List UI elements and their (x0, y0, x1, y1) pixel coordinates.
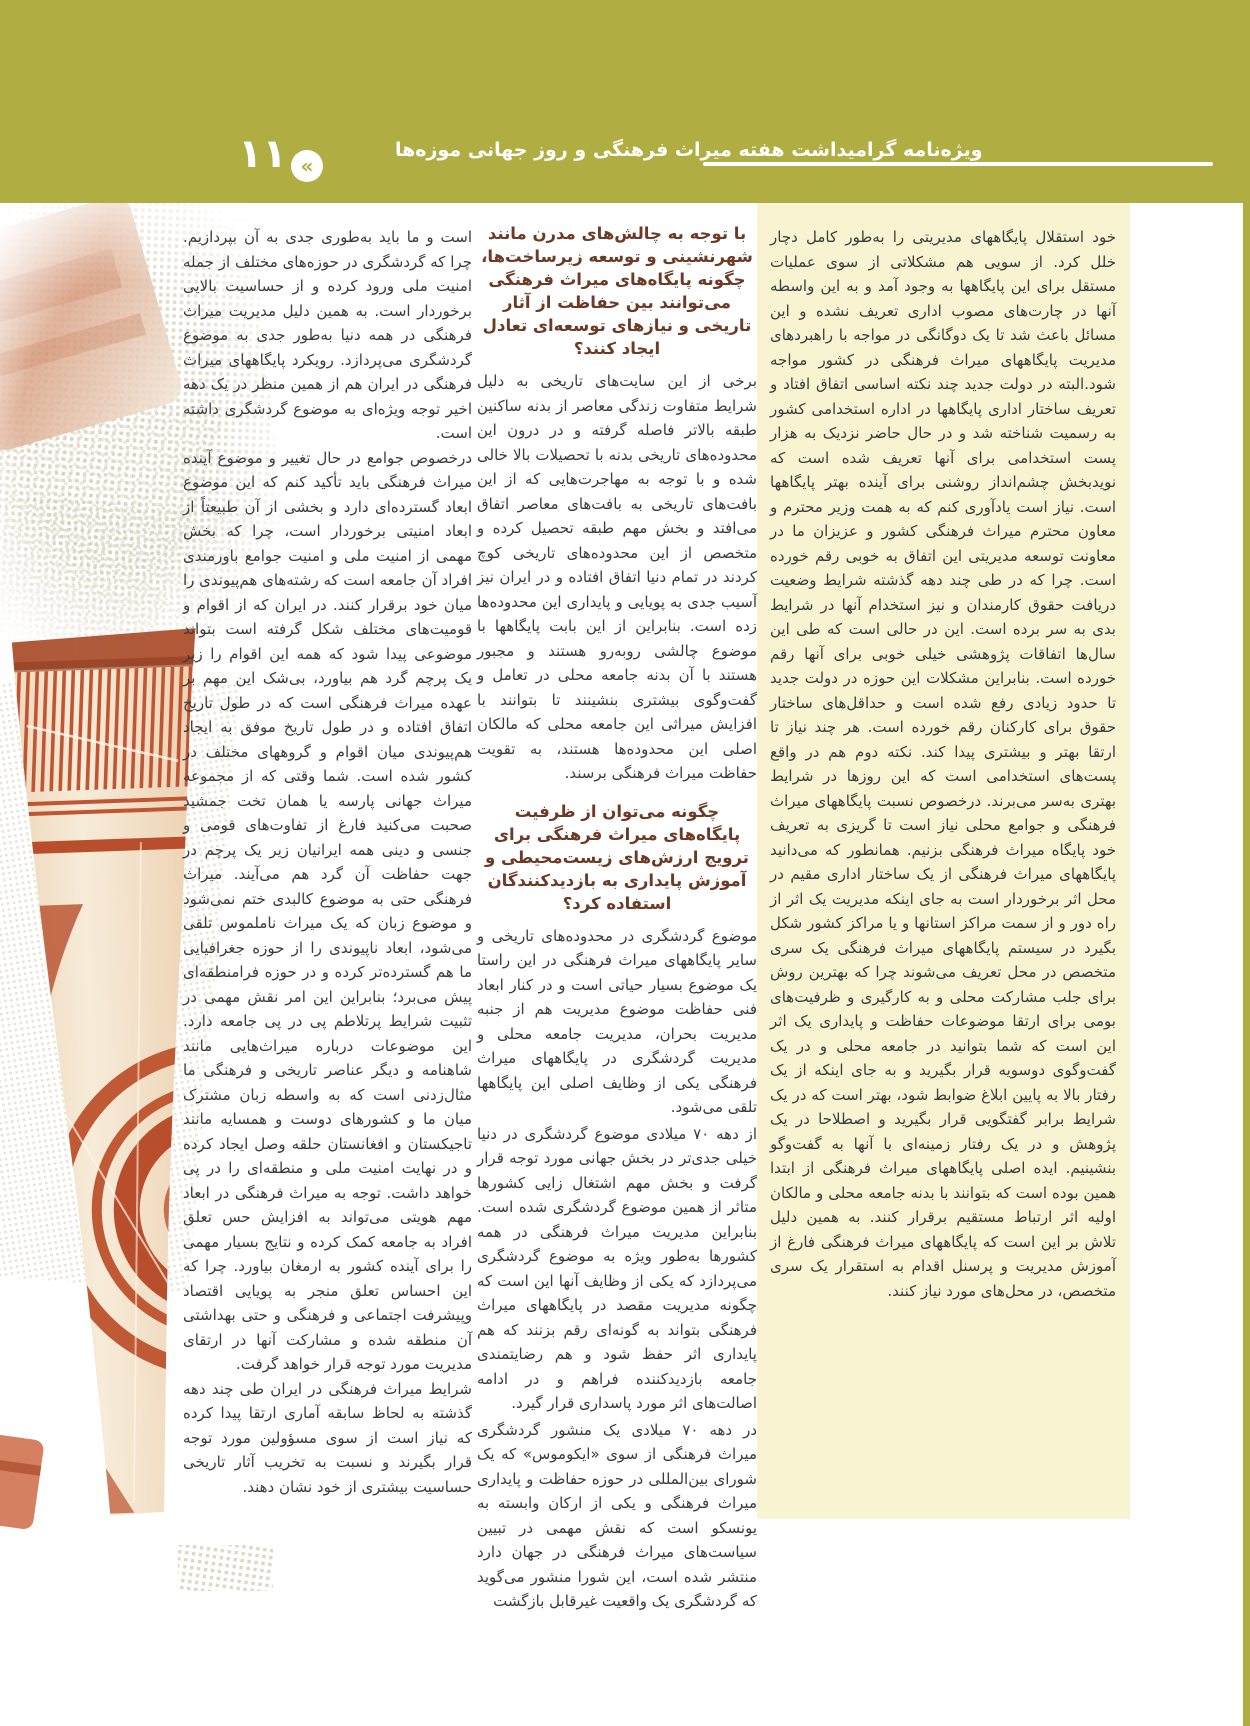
section-title: ویژه‌نامه گرامیداشت هفته میراث فرهنگی و روز جهانی موزه‌ها (395, 139, 983, 161)
article-column-3 (183, 225, 472, 1499)
body-paragraph: موضوع گردشگری در محدوده‌های تاریخی و سایر پایگاههای میراث فرهنگی در این راستا یک موضوع بسیار حیاتی است و در کنار ابعاد فنی حفاظت موضوع مدیریت هم از جنبه مدیریت بحران، مدیریت جامعه محلی و مدیریت گردشگری در پایگاههای میراث فرهنگی یکی از وظایف اصلی این پایگاهها تلقی می‌شود. (477, 926, 757, 1116)
body-paragraph: برخی از این سایت‌های تاریخی به دلیل شرایط متفاوت زندگی معاصر از بدنه ساکنین طبقه بالاتر فاصله گرفته و در درون این محدوده‌های تاریخی بدنه با تحصیلات بالا خالی شده و با توجه به مهاجرت‌هایی که از این بافت‌های تاریخی به بافت‌های معاصر اتفاق می‌افتد و بخش مهم طبقه تحصیل کرده و متخصص از این محدوده‌های تاریخی کوچ کردند در تمام دنیا اتفاق افتاده و در ایران نیز آسیب جدی به پویایی و پایداری این محدوده‌ها زده است. بنابراین از این بابت پایگاهها با موضوع چالشی روبه‌رو هستند و مجبور هستند با آن بدنه جامعه محلی در تعامل و گفت‌وگوی بیشتری بنشینند تا بتوانند با افزایش میراثی این جامعه محلی که مالکان اصلی این محدوده‌ها هستند، به تقویت حفاظت میراث فرهنگی برسند. (477, 372, 757, 782)
double-chevron-icon: « (291, 150, 323, 182)
question-heading: با توجه به چالش‌های مدرن مانند شهرنشینی و توسعه زیرساخت‌ها، چگونه پایگاه‌های میراث فرهنگی می‌توانند بین حفاظت از آثار تاریخی و نیازهای توسعه‌ای تعادل ایجاد کنند؟ (481, 224, 753, 358)
article-column-1 (770, 225, 1116, 1303)
top-olive-band (0, 0, 1250, 203)
body-paragraph: درخصوص جوامع در حال تغییر و موضوع آینده میراث فرهنگی باید تأکید کنم که این موضوع ابعاد گسترده‌ای دارد و بخشی از آن طبیعتاً از ابعاد امنیتی برخوردار است، چرا که بخش مهمی از امنیت ملی و امنیت جوامع باورمندی افراد آن جامعه است که رشته‌های هم‌پیوندی را میان خود برقرار کنند. در ایران که از اقوام و قومیت‌های مختلف شکل گرفته است بتواند موضوعی پیدا شود که همه این اقوام را زیر یک پرچم گرد هم بیاورد، بی‌شک این مهم بر عهده میراث فرهنگی است که در طول تاریخ اتفاق افتاده و در طول تاریخ موفق به ایجاد هم‌پیوندی میان اقوام و گروههای مختلف در کشور شده است. شما وقتی که از مجموعه میراث جهانی پارسه یا همان تخت جمشید صحبت می‌کنید فارغ از تفاوت‌های قومی و جنسی و دینی همه ایرانیان زیر یک پرچم در جهت حفاظت آن گرد هم می‌آیند. میراث فرهنگی حتی به موضوع کالبدی ختم نمی‌شود و موضوع زبان که یک میراث ناملموس تلقی می‌شود، ابعاد ناپیوندی را از حوزه جغرافیایی ما هم گسترده‌تر کرده و در حوزه فرامنطقه‌ای پیش می‌برد؛ بنابراین این امر نقش مهمی در تثبیت شرایط پرتلاطم پی در پی جامعه دارد. این موضوعات درباره میراث‌هایی مانند شاهنامه و دیگر عناصر تاریخی و فرهنگی ما مثال‌زدنی است که به واسطه زبان مشترک میان ما و کشورهای دوست و همسایه مانند تاجیکستان و افغانستان حلقه وصل ایجاد کرده و در نهایت امنیت ملی و منطقه‌ای را در پی خواهد داشت. توجه به میراث فرهنگی در ابعاد مهم هویتی می‌تواند به افزایش حس تعلق افراد به جامعه کمک کرده و نتایج بسیار مهمی را برای آینده کشور به ارمغان بیاورد. چرا که این احساس تعلق منجر به پویایی اقتصاد وپیشرفت اجتماعی و فرهنگی و حتی بهداشتی آن منطقه شده و مشارکت آنها در ارتقای مدیریت مورد توجه قرار خواهد گرفت. (183, 448, 472, 1373)
header-rule-line (703, 162, 1213, 166)
body-paragraph: شرایط میراث فرهنگی در ایران طی چند دهه گذشته به لحاظ سابقه آماری ارتقا پیدا کرده که نیاز است از سوی مسؤولین مورد توجه قرار بگیرند و نسبت به تخریب آثار تاریخی حساسیت بیشتری از خود نشان دهند. (183, 1379, 472, 1496)
page-number: ۱۱ (238, 131, 287, 177)
question-heading: چگونه می‌توان از ظرفیت پایگاه‌های میراث فرهنگی برای ترویج ارزش‌های زیست‌محیطی و آموزش پایداری به بازدیدکنندگان استفاده کرد؟ (484, 801, 750, 913)
body-paragraph: در دهه ۷۰ میلادی یک منشور گردشگری میراث فرهنگی از سوی «ایکوموس» که یک شورای بین‌المللی در حوزه حفاظت و پایداری میراث فرهنگی و یکی از ارکان وابسته به یونسکو است که نقش مهمی در تبیین سیاست‌های میراث فرهنگی در جهان دارد منتشر شده است، این شورا منشور می‌گوید که گردشگری یک واقعیت غیرقابل بازگشت (477, 1420, 757, 1610)
right-edge-olive-strip (1243, 0, 1250, 1726)
body-paragraph: خود استقلال پایگاههای مدیریتی را به‌طور کامل دچار خلل کرد. از سویی هم مشکلاتی از سوی عملیات مستقل برای این پایگاهها به وجود آمد و به این واسطه آنها در چارت‌های مصوب اداری تعریف نشده و این مسائل باعث شد تا یک دوگانگی در مواجه با راهبردهای مدیریت پایگاههای میراث فرهنگی در کشور مواجه شود.البته در دولت جدید چند نکته اساسی اتفاق افتاد و تعریف ساختار اداری پایگاهها در اداره استخدامی کشور به رسمیت شناخته شد و در حال حاضر نزدیک به هزار پست استخدامی برای آنها تعریف شده است که نویدبخش چشم‌انداز روشنی برای آینده بهتر پایگاهها است. نیاز است یادآوری کنم که به همت وزیر محترم و معاون محترم میراث فرهنگی کشور و عزیزان ما در معاونت توسعه مدیریتی این اتفاق به خوبی رقم خورده است. چرا که در طی چند دهه گذشته شرایط وضعیت دریافت حقوق کارمندان و نیز استخدام آنها در شرایط بدی به سر برده است. این در حالی است که طی این سال‌ها اتفاقات پژوهشی خیلی خوبی برای آنها رقم خورده است. بنابراین مشکلات این حوزه در دولت جدید تا حدود زیادی رفع شده است و حداقل‌های ساختار حقوق برای کارکنان رقم خورده است. هر چند نیاز تا ارتقا بهتر و بیشتری پیدا کند. نکته دوم هم در واقع پست‌های استخدامی است که این روزها در شرایط بهتری به‌سر می‌برند. درخصوص نسبت پایگاههای میراث فرهنگی و جوامع محلی نیاز است تا گریزی به تعریف خود پایگاه میراث فرهنگی بزنیم. همانطور که می‌دانید پایگاههای میراث فرهنگی از یک ساختار اداری مقیم در محل اثر برخوردار است به جای اینکه مدیریت یک اثر از راه دور و از سمت مراکز استانها و یا مراکز کشور شکل بگیرد در سیستم پایگاههای میراث فرهنگی یک سری متخصص در محل تعریف می‌شوند چرا که بهترین روش برای جلب مشارکت محلی و به کارگیری و ظرفیت‌های بومی برای ارتقا موضوعات حفاظت و پایداری یک اثر این است که شما بتوانید در جامعه محلی و در یک گفت‌وگوی دوسویه قرار بگیرید و به جای اینکه از یک رفتار بالا به پایین ابلاغ ضوابط شود، بهتر است که در یک شرایط برابر گفتگویی قرار بگیرید و اصطلاحا در یک پژوهش و در یک رفتار زمینه‌ای با آنها به گفت‌وگو بنشینیم. ایده اصلی پایگاههای میراث فرهنگی از ابتدا همین بوده است که بتوانند با بدنه جامعه محلی و مالکان اولیه اثر ارتباط مستقیم برقرار کنند. به همین دلیل تلاش بر این است که پایگاههای میراث فرهنگی فارغ از آموزش مدیریت و پرسنل اقدام به استقرار یک سری متخصص، در محل‌های مورد نیاز کنند. (770, 228, 1116, 1300)
body-paragraph: از دهه ۷۰ میلادی موضوع گردشگری در دنیا خیلی جدی‌تر در بخش جهانی مورد توجه قرار گرفت و بخش مهم اشتغال زایی کشورها متاثر از همین موضوع گردشگری شده است. بنابراین مدیریت میراث فرهنگی در همه کشورها به‌طور ویژه به موضوع گردشگری می‌پردازد که یکی از وظایف آنها این است که چگونه مدیریت مقصد در پایگاههای میراث فرهنگی بتواند به گونه‌ای رقم بزنند که هم پایداری اثر حفظ شود و هم رضایتمندی جامعه بازدیدکننده فراهم و در ادامه اصالت‌های اثر مورد پاسداری قرار گیرد. (477, 1124, 757, 1412)
article-column-2 (477, 222, 757, 1616)
body-paragraph: است و ما باید به‌طوری جدی به آن بپردازیم. چرا که گردشگری در حوزه‌های مختلف از جمله امنیت ملی ورود کرده و از حساسیت بالایی برخوردار است. به همین دلیل مدیریت میراث فرهنگی در همه دنیا به‌طور جدی به موضوع گردشگری می‌پردازد. رویکرد پایگاههای میراث فرهنگی در ایران هم از همین منظر در یک دهه اخیر توجه ویژه‌ای به موضوع گردشگری داشته است. (183, 228, 472, 442)
